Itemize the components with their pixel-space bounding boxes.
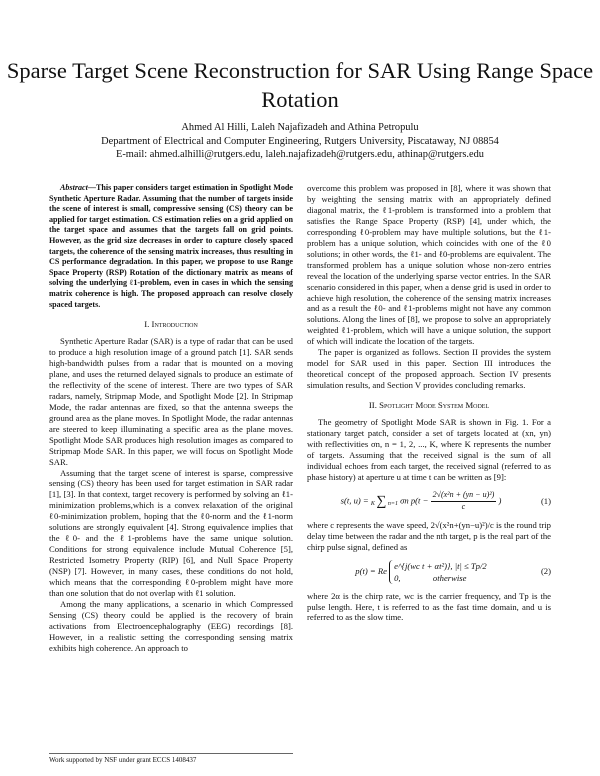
equation-number: (2) xyxy=(540,566,551,577)
paragraph: Synthetic Aperture Radar (SAR) is a type of radar that can be used to produce a high resolution image of a ground patch [1]. SAR sends high-bandwidth pulses from a radar that is mounted on a moving plane, and uses the returned delayed signals to produce an estimate of the reflectivity of the scene of interest. There are two types of SAR radars, namely, Stripmap Mode, and Spotlight Mode [2]. In Stripmap Mode, the radar antennas are fixed, so that the antenna sweeps the ground area as the plane moves. In Spotlight Mode, the radar antennas are steered to keep illuminating a specific area as the plane moves. Spotlight Mode SAR produces high resolution images as compared to Stripmap Mode SAR. In this paper, we will focus on Spotlight Mode SAR. xyxy=(49,336,293,467)
paragraph: Assuming that the target scene of interest is sparse, compressive sensing (CS) theory has been used for target estimation in SAR radar [1], [3]. In that context, target recovery is performed by solving an ℓ1-minimization problems,which is a convex relaxation of the original ℓ0-minimization problem, hoping that the ℓ0-norm and the ℓ1-norm solutions are strongly equivalent [4]. Strong equivalence implies that the ℓ0- and the ℓ1-problems have the same unique solution. Conditions for strong equivalence include Mutual Coherence [5], Restricted Isometry Property (RIP) [6], and Null Space Property (NSP) [7]. However, in many cases, these conditions do not hold, which means that the corresponding ℓ0-problem might have more than one solution that do not overlap with ℓ1 solution. xyxy=(49,467,293,598)
author-block xyxy=(0,121,600,162)
left-column xyxy=(49,183,293,654)
equation-2 xyxy=(307,560,551,584)
paragraph: The geometry of Spotlight Mode SAR is shown in Fig. 1. For a stationary target patch, consider a set of targets located at (xn, yn) with reflectivities σn, n = 1, 2, ..., K, where K represents the number of targets. Assuming that the received signal is the sum of all individual echoes from each target, the received signal (referred to as phase history) at aperture u at time t can be written as [9]: xyxy=(307,417,551,482)
eq1-lhs: s(t, u) = xyxy=(340,495,369,506)
footnote: Work supported by NSF under grant ECCS 1408437 xyxy=(49,753,293,765)
section-heading-system-model: II. Spotlight Mode System Model xyxy=(368,400,490,411)
sum-symbol: K ∑ n=1 xyxy=(370,493,398,509)
paragraph: The paper is organized as follows. Section II provides the system model for SAR used in this paper. Section III introduces the theoretical concept of the proposed approach. Section IV presents simulation results, and Section V provides concluding remarks. xyxy=(307,347,551,391)
abstract xyxy=(49,183,293,310)
eq1-fraction: $\frac{\text{2√(x²n + (yn − u)²)}}{c}$ xyxy=(432,489,495,511)
paragraph: where c represents the wave speed, 2√(x²n+(yn−u)²)/c is the round trip delay time between the radar and the nth target, p is the real part of the chirp pulse signal, defined as xyxy=(307,519,551,552)
affiliation: Department of Electrical and Computer Engineering, Rutgers University, Piscataway, NJ 08854 xyxy=(101,135,499,147)
right-column xyxy=(307,183,551,623)
eq2-lhs: p(t) = Re xyxy=(355,565,387,576)
email-line: E-mail: ahmed.alhilli@rutgers.edu, laleh.najafizadeh@rutgers.edu, athinap@rutgers.edu xyxy=(115,149,484,160)
equation-number: (1) xyxy=(540,495,551,506)
abstract-lead: Abstract xyxy=(60,183,88,192)
author-names: Ahmed Al Hilli, Laleh Najafizadeh and Athina Petropulu xyxy=(181,122,419,133)
paragraph: overcome this problem was proposed in [8], where it was shown that by weighting the sensing matrix with an appropriately defined diagonal matrix, the ℓ1-problem is transformed into a problem that satisfies the Range Space Property (RSP) [4], under which, the corresponding ℓ0-problem may have multiple solutions, but the ℓ1-problem has a unique solution, which coincides with one of the ℓ0 solutions; in other words, the ℓ1- and ℓ0-problems are equivalent. The transformed problem has a unique solution whose non-zero entries reveal the location of the underlying sparse vector entries. In the SAR scenario considered in this paper, when a dense grid is used in order to achieve high resolution, the coherence of the sensing matrix increases and as a result the ℓ0- and ℓ1-problems might not have any common solutions. Along the lines of [8], we propose to solve an appropriately weighted ℓ1-problem, which will have a unique solution, the support of which will indicate the location of the targets. xyxy=(307,183,551,347)
paper-title: Sparse Target Scene Reconstruction for SAR Using Range Space Rotation xyxy=(6,58,594,112)
paragraph: Among the many applications, a scenario in which Compressed Sensing (CS) theory could be applied is the recovery of brain activations from Electroencephalography (EEG) recordings [8]. However, in a realistic setting the corresponding sensing matrix exhibits high coherence. An approach to xyxy=(49,598,293,653)
equation-1: s(t, u) = K ∑ n=1 σn p(t − $\frac{\text{2√(x²n + (yn − u)²)}}{c}$ ) (1) xyxy=(340,489,551,511)
paragraph: where 2α is the chirp rate, wc is the carrier frequency, and Tp is the pulse length. Here, t is referred to as the fast time domain, and u is referred to as the slow time. xyxy=(307,590,551,623)
section-heading-introduction: I. Introduction xyxy=(144,319,198,330)
eq1-term: σn p(t − xyxy=(400,495,429,506)
eq2-cases: e^{j(wc t + αt²)}, |t| ≤ Tp/2 0, otherwise xyxy=(389,560,487,584)
abstract-text: —This paper considers target estimation in Spotlight Mode Synthetic Aperture Radar. Assuming that the number of targets inside the scene of interest is small, compressive sensing (CS) theory can be applied for target estimation. CS estimation relies on a grid applied on the target space and assumes that the targets fall on grid points. However, as the grid size decreases in order to capture closely spaced targets, the coherence of the sensing matrix increases, thus resulting in CS performance degradation. In this paper, we propose to use Range Space Property (RSP) Rotation of the dictionary matrix as means of solving the underlying ℓ1-problem, even in cases in which the sensing matrix coherence is high. The proposed approach can resolve closely spaced targets. xyxy=(49,183,293,309)
